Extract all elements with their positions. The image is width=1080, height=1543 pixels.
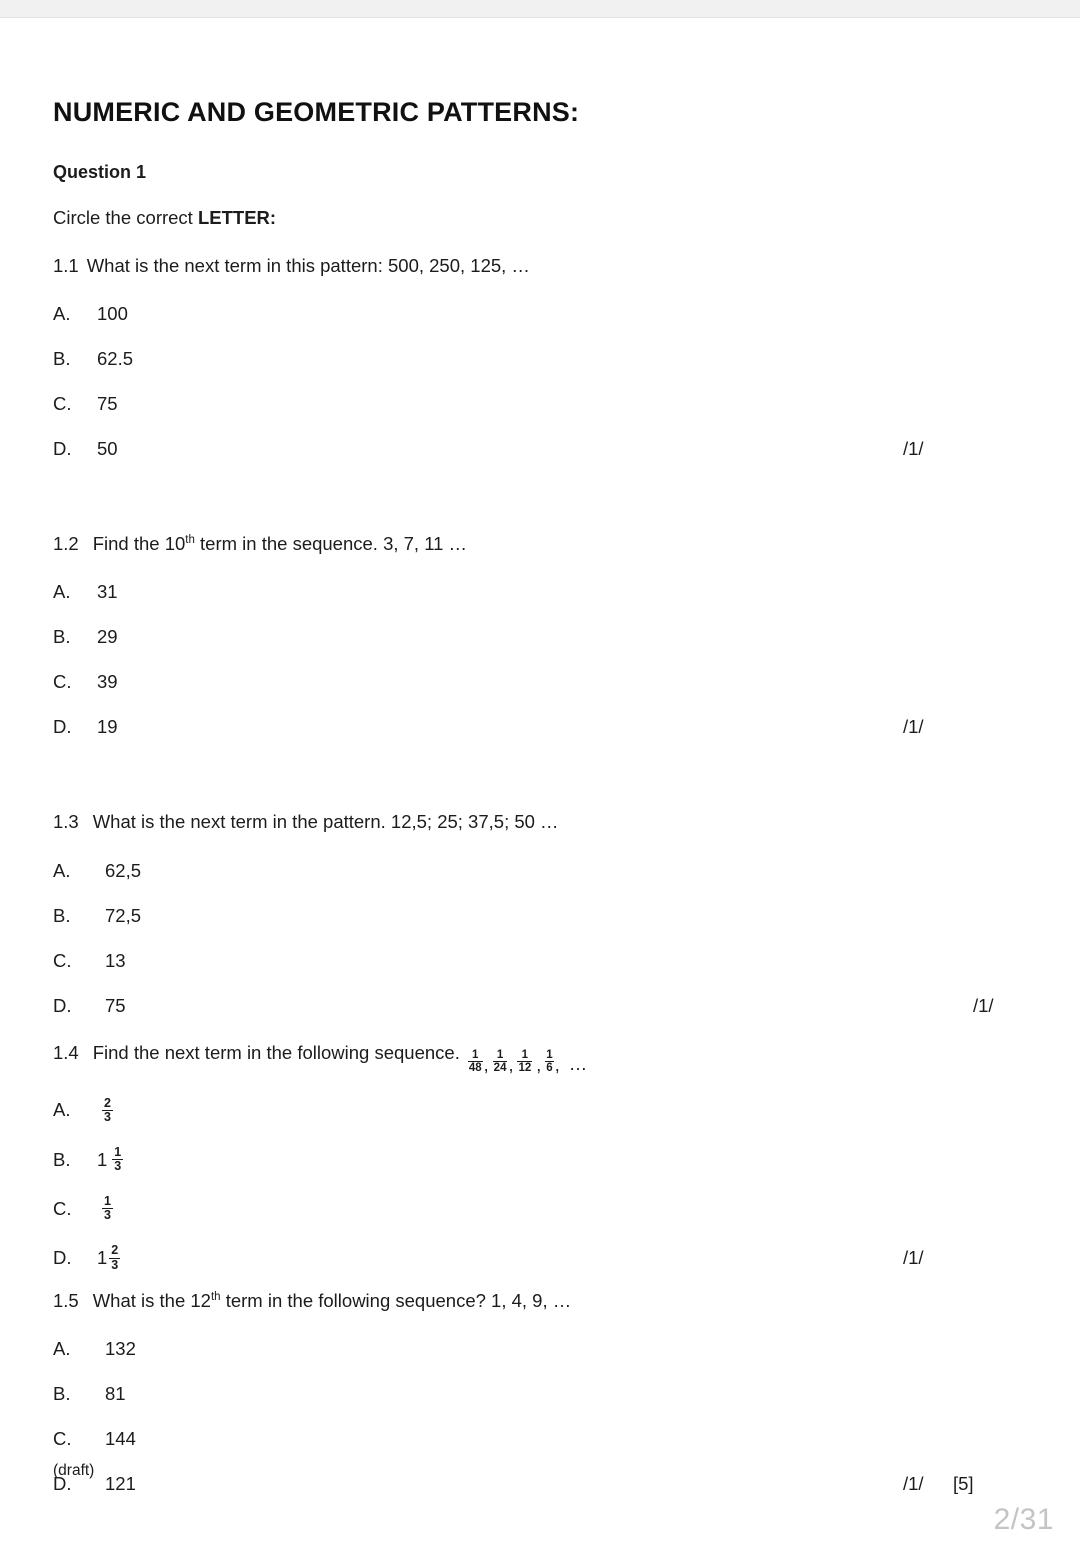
question-text-1-5 [53, 1290, 1013, 1312]
question-text-1-2 [53, 533, 1013, 555]
option-value [97, 1097, 114, 1124]
question-body-1-2 [93, 533, 467, 555]
option-letter: A. [53, 1337, 71, 1359]
fraction-numerator: 1 [521, 1048, 529, 1061]
option-letter: A. [53, 303, 71, 325]
sequence-separator: , [536, 1055, 542, 1076]
option-row[interactable] [53, 993, 1013, 1019]
fraction-4 [545, 1049, 553, 1074]
sequence-separator: , [483, 1055, 489, 1076]
fraction-numerator: 2 [111, 1243, 119, 1258]
draft-footer-note: (draft) [53, 1462, 95, 1479]
option-value [97, 1244, 121, 1271]
fraction-denominator: 3 [104, 1109, 111, 1124]
option-row[interactable] [53, 1097, 1013, 1124]
option-letter: C. [53, 1427, 72, 1449]
question-block-1-3 [53, 811, 1013, 1018]
sequence-separator: , [554, 1055, 560, 1076]
fraction-1 [468, 1049, 483, 1074]
question-number-1-4: 1.4 [53, 1041, 79, 1063]
fraction-3 [517, 1049, 532, 1074]
option-value: 31 [97, 581, 118, 603]
option-value: 132 [105, 1337, 136, 1359]
option-value: 62.5 [97, 348, 134, 370]
option-row[interactable] [53, 1146, 1013, 1173]
option-row[interactable] [53, 1471, 1013, 1497]
fraction-denominator: 3 [104, 1208, 111, 1223]
option-row[interactable] [53, 1426, 1013, 1452]
question-number-1-5: 1.5 [53, 1289, 79, 1311]
question-block-1-5 [53, 1290, 1013, 1497]
question-body-1-5 [93, 1290, 572, 1312]
option-letter: C. [53, 671, 72, 693]
option-letter: A. [53, 1099, 71, 1121]
option-whole-number: 1 [97, 1247, 108, 1269]
option-value: 39 [97, 671, 118, 693]
option-fraction [109, 1244, 120, 1271]
fraction-sequence [467, 1050, 587, 1075]
page-gap-strip [0, 0, 1080, 18]
fraction-denominator: 6 [546, 1061, 553, 1074]
option-letter: D. [53, 716, 72, 738]
option-value: 144 [105, 1427, 136, 1449]
fraction-denominator: 48 [468, 1061, 482, 1074]
option-row[interactable] [53, 436, 1013, 462]
option-value: 121 [105, 1472, 136, 1494]
question-body-1-4: Find the next term in the following sequence. [92, 1041, 460, 1063]
question-block-1-4 [53, 1042, 1013, 1272]
option-row[interactable] [53, 1381, 1013, 1407]
option-letter: B. [53, 1148, 71, 1170]
ordinal-suffix: th [185, 534, 195, 547]
option-row[interactable] [53, 391, 1013, 417]
fraction-numerator: 1 [496, 1048, 504, 1061]
options-list-1-3 [53, 858, 1013, 1019]
fraction-numerator: 2 [104, 1095, 111, 1110]
fraction-numerator: 1 [104, 1194, 111, 1209]
option-letter: B. [53, 904, 71, 926]
option-row[interactable] [53, 301, 1013, 327]
option-value: 13 [105, 949, 126, 971]
option-row[interactable] [53, 948, 1013, 974]
option-row[interactable] [53, 1336, 1013, 1362]
option-value [97, 1195, 114, 1222]
option-letter: A. [53, 581, 71, 603]
option-value: 75 [97, 393, 118, 415]
options-list-1-4 [53, 1097, 1013, 1272]
fraction-denominator: 24 [493, 1061, 507, 1074]
option-letter: B. [53, 626, 71, 648]
mark-allocation: /1/ [903, 1472, 924, 1494]
option-value [97, 1146, 124, 1173]
question-text-1-3 [53, 811, 1013, 833]
question-text-1-4 [53, 1042, 1013, 1075]
option-letter: C. [53, 949, 72, 971]
question-body-1-1: What is the next term in this pattern: 500, 250, 125, … [86, 255, 530, 276]
question-block-1-1 [53, 255, 1013, 462]
sequence-separator: , [508, 1055, 514, 1076]
fraction-numerator: 1 [546, 1048, 553, 1061]
option-value: 75 [105, 994, 126, 1016]
option-letter: B. [53, 1382, 71, 1404]
question-heading: Question 1 [53, 162, 147, 182]
instruction-emphasis: LETTER: [197, 207, 277, 228]
option-row[interactable] [53, 1195, 1013, 1222]
page-content [53, 97, 1013, 1516]
mark-allocation: /1/ [973, 994, 994, 1016]
option-value: 50 [97, 438, 118, 460]
instruction-text: Circle the correct [53, 207, 198, 228]
question-body-1-3: What is the next term in the pattern. 12,5; 25; 37,5; 50 … [92, 811, 559, 833]
option-fraction [112, 1146, 123, 1173]
option-row[interactable] [53, 579, 1013, 605]
option-value: 81 [105, 1382, 126, 1404]
instruction-line [53, 207, 1013, 229]
option-row[interactable] [53, 346, 1013, 372]
option-value: 62,5 [105, 859, 142, 881]
option-row[interactable] [53, 669, 1013, 695]
option-row[interactable] [53, 714, 1013, 740]
option-row[interactable] [53, 903, 1013, 929]
question-number-1-3: 1.3 [53, 811, 79, 833]
option-whole-number: 1 [97, 1148, 108, 1170]
option-fraction [102, 1097, 113, 1124]
question-number-1-2: 1.2 [53, 533, 79, 555]
option-letter: C. [53, 393, 72, 415]
fraction-denominator: 12 [518, 1061, 532, 1074]
option-letter: B. [53, 348, 71, 370]
option-value: 29 [97, 626, 118, 648]
option-value: 19 [97, 716, 118, 738]
fraction-numerator: 1 [472, 1048, 479, 1061]
question-number-1-1: 1.1 [53, 255, 79, 276]
question-body-pre: What is the 12 [92, 1289, 211, 1311]
option-value: 72,5 [105, 904, 142, 926]
fraction-numerator: 1 [114, 1144, 122, 1159]
option-letter: D. [53, 1472, 72, 1494]
ordinal-suffix: th [210, 1290, 221, 1303]
fraction-denominator: 3 [114, 1159, 122, 1174]
option-letter: D. [53, 438, 72, 460]
question-body-pre: Find the 10 [92, 533, 186, 555]
page-number-indicator: 2/31 [993, 1503, 1054, 1536]
mark-allocation: /1/ [903, 716, 924, 738]
option-letter: D. [53, 1247, 72, 1269]
mark-allocation: /1/ [903, 1247, 924, 1269]
option-row[interactable] [53, 1244, 1013, 1271]
question-body-post: term in the following sequence? 1, 4, 9, … [220, 1289, 572, 1311]
document-page [0, 19, 1080, 1543]
option-letter: A. [53, 859, 71, 881]
page-title: NUMERIC AND GEOMETRIC PATTERNS: [53, 97, 580, 127]
question-block-1-2 [53, 533, 1013, 740]
options-list-1-5 [53, 1336, 1013, 1497]
question-text-1-1 [53, 255, 1013, 277]
fraction-denominator: 3 [111, 1257, 119, 1272]
options-list-1-1 [53, 301, 1013, 462]
sequence-ellipsis: … [568, 1053, 588, 1075]
option-value: 100 [97, 303, 128, 325]
total-mark-allocation: [5] [953, 1472, 974, 1494]
mark-allocation: /1/ [903, 438, 924, 460]
option-row[interactable] [53, 624, 1013, 650]
fraction-2 [493, 1049, 508, 1074]
question-body-post: term in the sequence. 3, 7, 11 … [194, 533, 468, 555]
options-list-1-2 [53, 579, 1013, 740]
option-fraction [102, 1195, 113, 1222]
option-row[interactable] [53, 858, 1013, 884]
option-letter: C. [53, 1197, 72, 1219]
option-letter: D. [53, 994, 72, 1016]
